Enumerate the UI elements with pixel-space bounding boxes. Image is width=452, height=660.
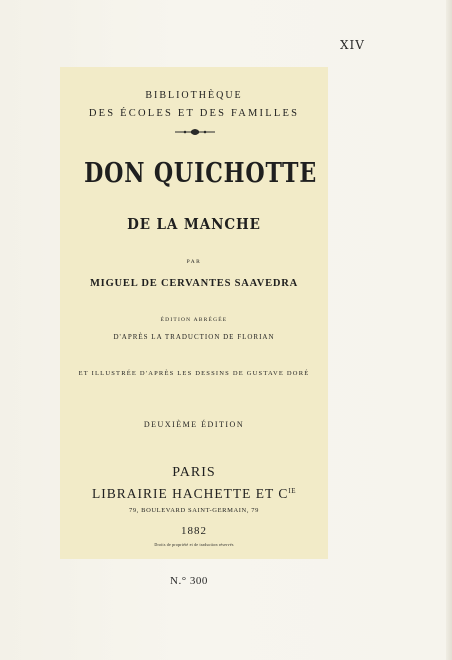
ornament-divider-icon bbox=[173, 125, 217, 139]
by-line: PAR bbox=[186, 259, 202, 265]
publisher-name bbox=[60, 486, 328, 502]
translation-note: D'APRÈS LA TRADUCTION DE FLORIAN bbox=[113, 333, 275, 341]
publication-year: 1882 bbox=[181, 525, 207, 537]
publisher-text: LIBRAIRIE HACHETTE ET C bbox=[92, 486, 289, 501]
publisher-superscript: IE bbox=[288, 487, 296, 495]
edition-note: ÉDITION ABRÉGÉE bbox=[160, 317, 228, 323]
copy-number: N.° 300 bbox=[170, 575, 208, 587]
author-name: MIGUEL DE CERVANTES SAAVEDRA bbox=[89, 278, 299, 289]
folio-number: XIV bbox=[340, 38, 365, 52]
publication-place: PARIS bbox=[172, 465, 216, 480]
series-line-1: BIBLIOTHÈQUE bbox=[145, 90, 243, 101]
book-title: DON QUICHOTTE bbox=[84, 158, 318, 189]
series-line-2: DES ÉCOLES ET DES FAMILLES bbox=[88, 108, 300, 119]
page-edge bbox=[446, 0, 452, 660]
book-subtitle: DE LA MANCHE bbox=[127, 215, 261, 233]
rights-notice: Droits de propriété et de traduction réservés bbox=[154, 542, 234, 547]
illustration-note: ET ILLUSTRÉE D'APRÈS LES DESSINS DE GUSTAVE DORÉ bbox=[78, 370, 310, 377]
publisher-address: 79, BOULEVARD SAINT-GERMAIN, 79 bbox=[128, 507, 259, 514]
edition-label: DEUXIÈME ÉDITION bbox=[143, 420, 245, 429]
